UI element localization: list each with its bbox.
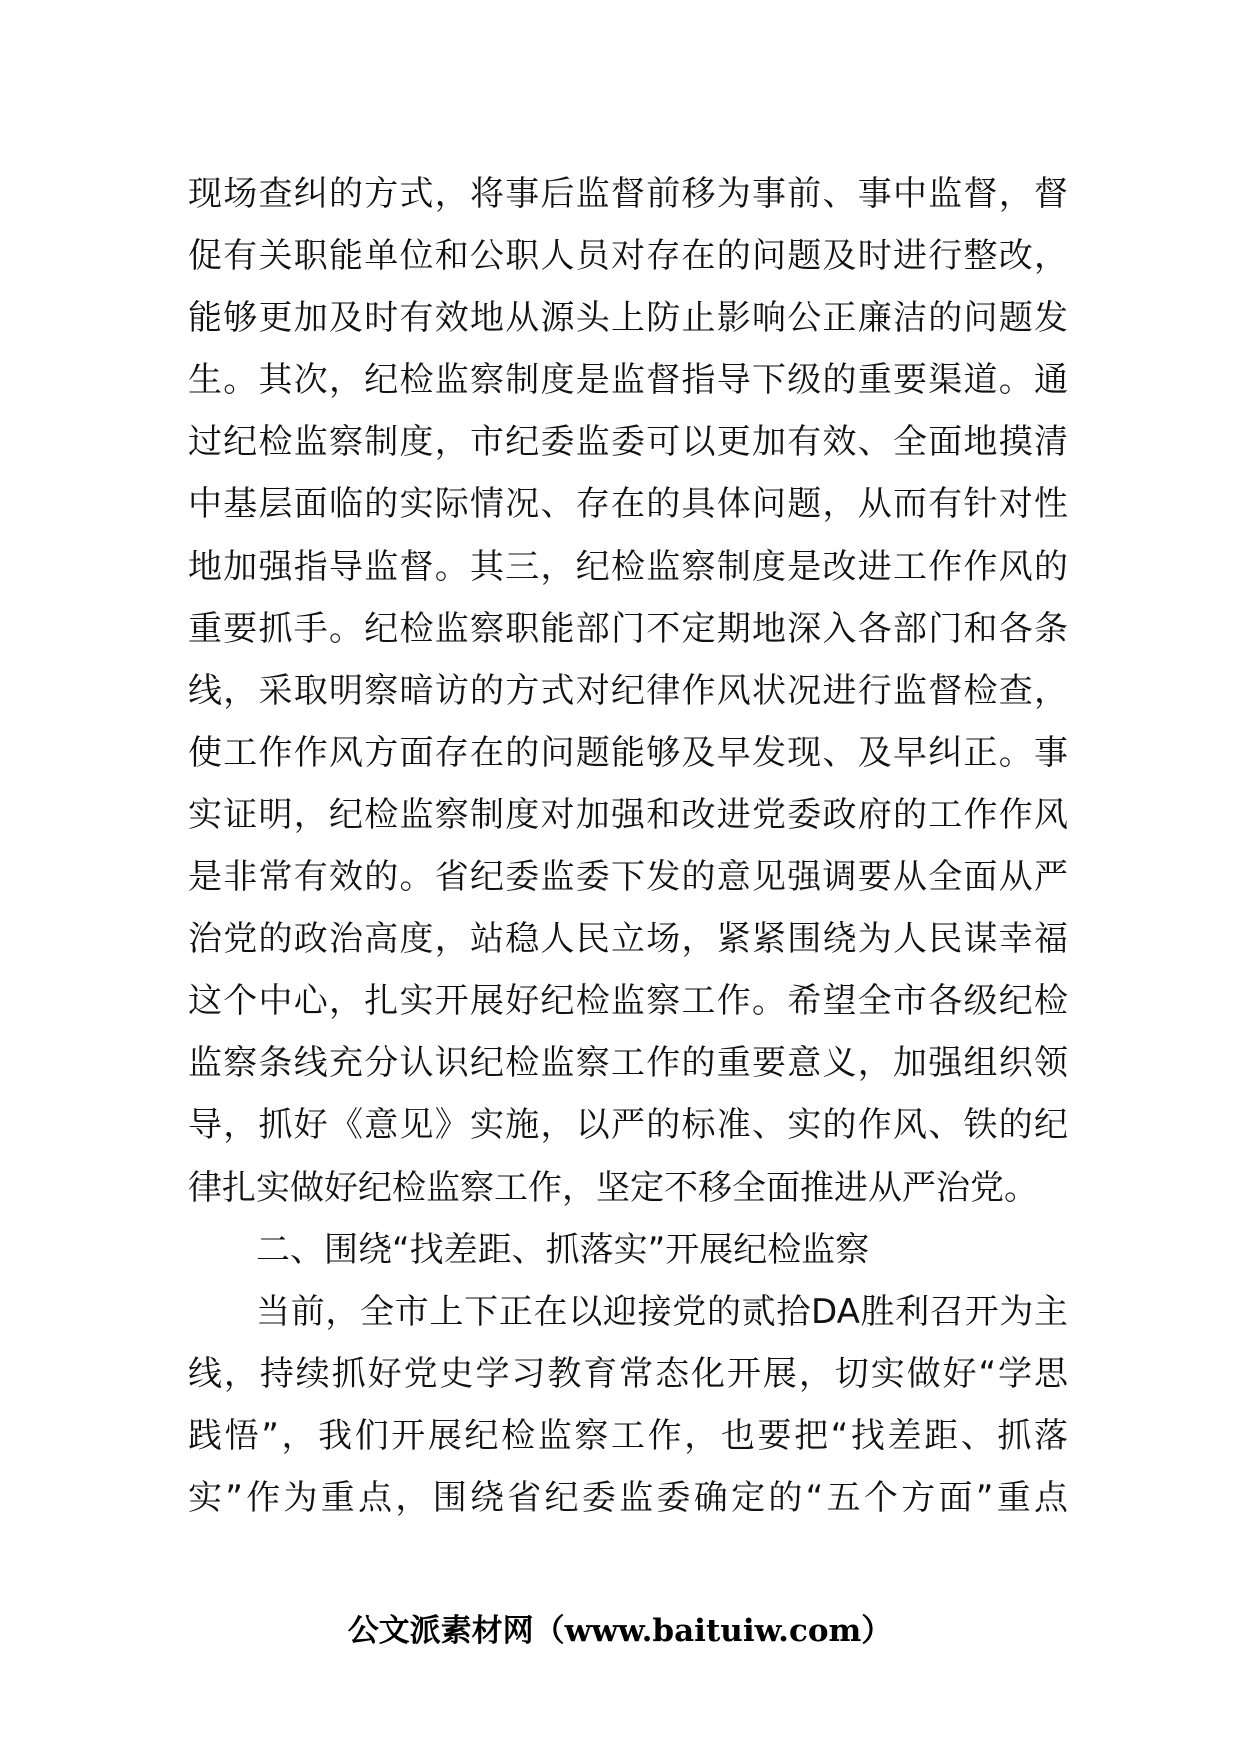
text-line: 促有关职能单位和公职人员对存在的问题及时进行整改， [188, 236, 1068, 277]
section-heading: 二、围绕“找差距、抓落实”开展纪检监察 [256, 1229, 870, 1270]
text-line: 重要抓手。纪检监察职能部门不定期地深入各部门和各条 [188, 608, 1068, 649]
text-line: 是非常有效的。省纪委监委下发的意见强调要从全面从严 [188, 857, 1068, 898]
footer-watermark: 公文派素材网（www.baituiw.com） [347, 1613, 893, 1649]
text-line: 能够更加及时有效地从源头上防止影响公正廉洁的问题发 [188, 298, 1068, 339]
document-body [188, 163, 1068, 1529]
text-line: 实证明，纪检监察制度对加强和改进党委政府的工作作风 [188, 794, 1068, 835]
text-line: 践悟”，我们开展纪检监察工作，也要把“找差距、抓落 [188, 1415, 1068, 1456]
text-line: 实”作为重点，围绕省纪委监委确定的“五个方面”重点 [188, 1477, 1068, 1518]
text-line: 地加强指导监督。其三，纪检监察制度是改进工作作风的 [188, 546, 1068, 587]
text-line: 导，抓好《意见》实施，以严的标准、实的作风、铁的纪 [188, 1105, 1068, 1146]
text-line: 生。其次，纪检监察制度是监督指导下级的重要渠道。通 [188, 360, 1068, 401]
text-line: 治党的政治高度，站稳人民立场，紧紧围绕为人民谋幸福 [188, 919, 1068, 960]
text-line: 当前，全市上下正在以迎接党的贰拾DA胜利召开为主 [256, 1291, 1068, 1332]
text-line: 中基层面临的实际情况、存在的具体问题，从而有针对性 [188, 484, 1068, 525]
text-line: 这个中心，扎实开展好纪检监察工作。希望全市各级纪检 [188, 981, 1068, 1022]
text-line: 过纪检监察制度，市纪委监委可以更加有效、全面地摸清 [188, 422, 1068, 463]
text-line: 监察条线充分认识纪检监察工作的重要意义，加强组织领 [188, 1043, 1068, 1084]
text-line: 线，采取明察暗访的方式对纪律作风状况进行监督检查， [188, 670, 1068, 711]
text-line: 律扎实做好纪检监察工作，坚定不移全面推进从严治党。 [188, 1167, 1038, 1208]
text-line: 现场查纠的方式，将事后监督前移为事前、事中监督，督 [188, 174, 1068, 214]
text-line: 线，持续抓好党史学习教育常态化开展，切实做好“学思 [188, 1353, 1068, 1394]
text-line: 使工作作风方面存在的问题能够及早发现、及早纠正。事 [188, 732, 1068, 773]
